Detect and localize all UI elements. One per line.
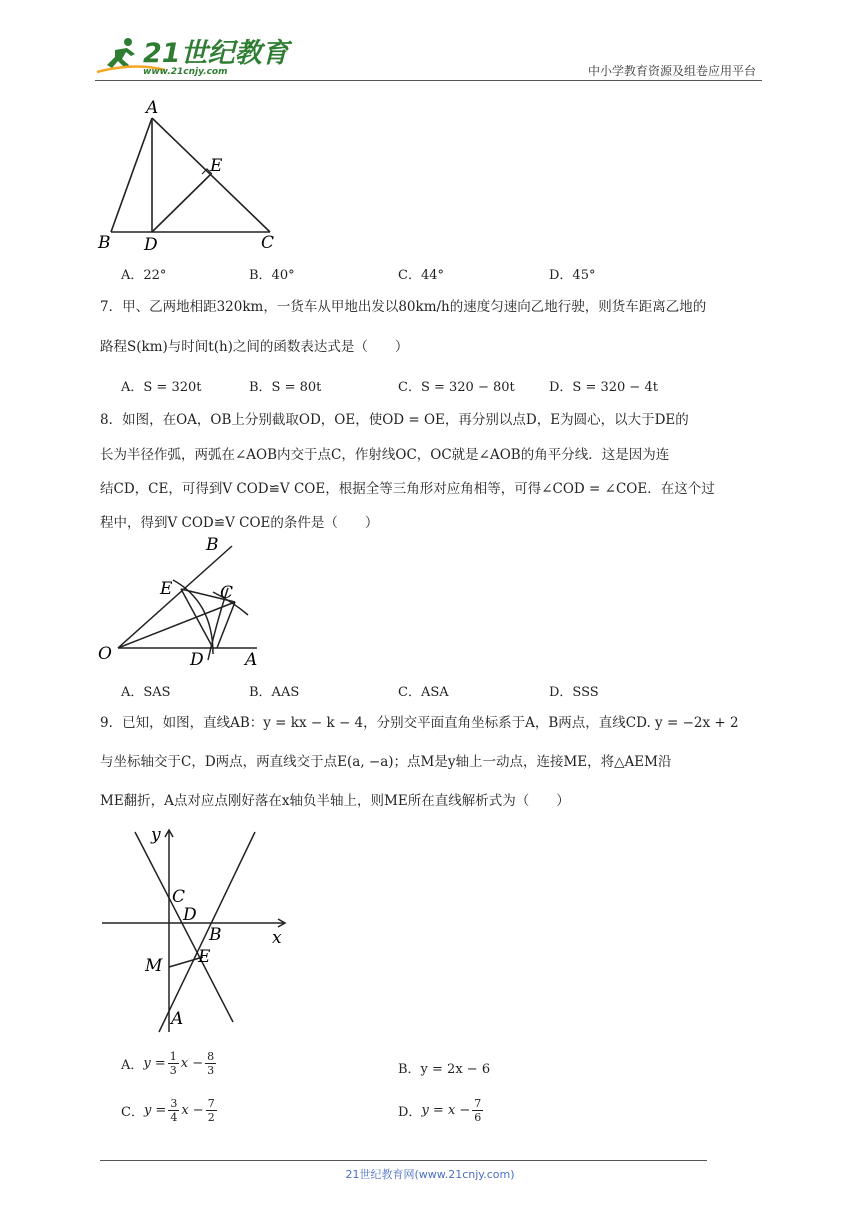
label-C: C bbox=[220, 583, 234, 603]
q8-text-line2: 长为半径作弧，两弧在∠AOB内交于点C，作射线OC，OC就是∠AOB的角平分线．这是因为连 bbox=[100, 447, 670, 463]
label-D: D bbox=[190, 650, 204, 670]
q8-option-b: B．AAS bbox=[249, 685, 300, 700]
logo-url: www.21cnjy.com bbox=[143, 67, 228, 77]
fraction: $\frac{1}{3}$ bbox=[169, 1050, 177, 1077]
q8-option-c: C．ASA bbox=[398, 685, 449, 700]
label-M: M bbox=[145, 956, 163, 976]
q7-option-d: D．S = 320 − 4t bbox=[549, 380, 658, 395]
label-E: E bbox=[198, 947, 211, 967]
q7-option-a: A．S = 320t bbox=[121, 380, 202, 395]
label-A: A bbox=[171, 1009, 184, 1029]
label-C: C bbox=[261, 233, 275, 253]
q9-text-line2: 与坐标轴交于C，D两点，两直线交于点E(a, −a)；点M是y轴上一动点，连接ME，将△AEM沿 bbox=[100, 754, 672, 770]
label-E: E bbox=[210, 156, 223, 176]
q7-option-b: B．S = 80t bbox=[249, 380, 322, 395]
q8-text-line1: 8．如图，在OA，OB上分别截取OD，OE，使OD = OE，再分别以点D，E为圆心，以大于DE的 bbox=[100, 412, 689, 428]
q9-option-d: D． y = x − $\frac{7}{6}$ bbox=[398, 1097, 482, 1124]
label-C: C bbox=[172, 887, 186, 907]
q6-option-c: C．44° bbox=[398, 268, 444, 283]
q6-option-b: B．40° bbox=[249, 268, 295, 283]
q9-text-line1: 9．已知，如图，直线AB：y = kx − k − 4，分别交平面直角坐标系于A，B两点，直线CD. y = −2x + 2 bbox=[100, 715, 739, 731]
label-E: E bbox=[160, 579, 173, 599]
logo bbox=[95, 32, 289, 80]
q9-option-a: A． y = $\frac{1}{3}$ x − $\frac{8}{3}$ bbox=[121, 1050, 215, 1077]
fraction: $\frac{7}{2}$ bbox=[207, 1097, 215, 1124]
label-D: D bbox=[183, 905, 197, 925]
fraction: $\frac{3}{4}$ bbox=[170, 1097, 178, 1124]
q9-option-b: B．y = 2x − 6 bbox=[398, 1062, 491, 1077]
label-y: y bbox=[151, 825, 161, 845]
q6-option-d: D．45° bbox=[549, 268, 596, 283]
label-A: A bbox=[146, 98, 159, 118]
logo-text: 21世纪教育 bbox=[143, 38, 289, 69]
figure-q6 bbox=[95, 95, 285, 255]
label-A: A bbox=[245, 650, 258, 670]
label-x: x bbox=[272, 928, 282, 948]
label-O: O bbox=[98, 644, 112, 664]
label-B: B bbox=[209, 925, 222, 945]
fraction: $\frac{8}{3}$ bbox=[207, 1050, 215, 1077]
label-B: B bbox=[206, 535, 219, 555]
q8-text-line3: 结CD，CE，可得到V COD≌V COE，根据全等三角形对应角相等，可得∠COD = ∠COE．在这个过 bbox=[100, 481, 715, 497]
figure-q9 bbox=[95, 822, 295, 1037]
q8-option-d: D．SSS bbox=[549, 685, 599, 700]
q6-option-a: A．22° bbox=[121, 268, 167, 283]
header-divider bbox=[95, 80, 762, 81]
header-platform-text: 中小学教育资源及组卷应用平台 bbox=[587, 64, 756, 78]
q7-option-c: C．S = 320 − 80t bbox=[398, 380, 515, 395]
footer-link[interactable]: 21世纪教育网(www.21cnjy.com) bbox=[345, 1168, 515, 1181]
q7-text-line1: 7．甲、乙两地相距320km，一货车从甲地出发以80km/h的速度匀速向乙地行驶，则货车距离乙地的 bbox=[100, 299, 707, 315]
q8-text-line4: 程中，得到V COD≌V COE的条件是（ ） bbox=[100, 515, 379, 531]
label-B: B bbox=[98, 233, 111, 253]
footer-divider bbox=[100, 1160, 707, 1161]
label-D: D bbox=[144, 235, 158, 255]
q9-text-line3: ME翻折，A点对应点刚好落在x轴负半轴上，则ME所在直线解析式为（ ） bbox=[100, 793, 570, 809]
fraction: $\frac{7}{6}$ bbox=[474, 1097, 482, 1124]
figure-q8 bbox=[95, 532, 275, 672]
q9-option-c: C． y = $\frac{3}{4}$ x − $\frac{7}{2}$ bbox=[121, 1097, 215, 1124]
q8-option-a: A．SAS bbox=[121, 685, 171, 700]
q7-text-line2: 路程S(km)与时间t(h)之间的函数表达式是（ ） bbox=[100, 339, 409, 355]
